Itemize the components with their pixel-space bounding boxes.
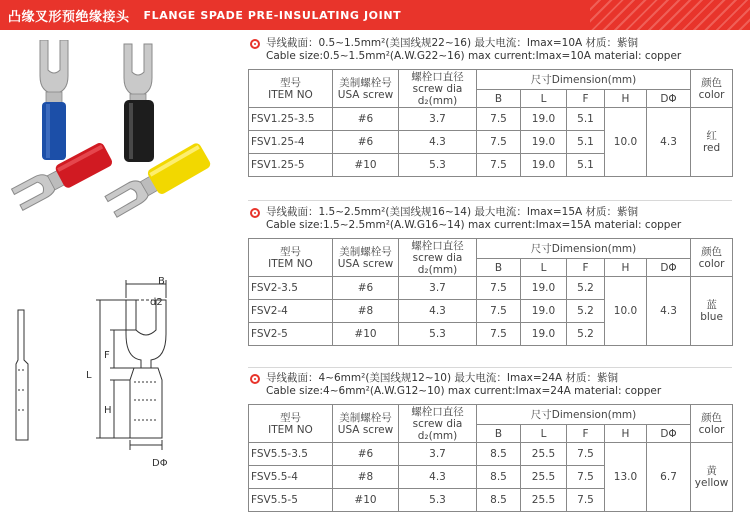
cell-dia: 5.3	[399, 154, 477, 177]
table-row	[249, 108, 733, 131]
col-F: F	[567, 259, 605, 277]
cell-dia: 5.3	[399, 323, 477, 346]
yellow-terminal-image	[105, 142, 213, 220]
col-L: L	[521, 425, 567, 443]
col-dimension: 尺寸Dimension(mm)	[477, 70, 691, 90]
col-color: 颜色 color	[691, 405, 733, 443]
col-dia: 螺栓口直径 screw dia d₂(mm)	[399, 405, 477, 443]
cell-D: 4.3	[647, 277, 691, 346]
section-divider	[248, 200, 732, 201]
spec-line-cn: 导线截面：4~6mm²(美国线规12~10) 最大电流：Imax=24A 材质：紫铜	[266, 372, 619, 384]
cell-B: 8.5	[477, 489, 521, 512]
cell-B: 7.5	[477, 108, 521, 131]
cell-F: 5.1	[567, 108, 605, 131]
dim-label-F: F	[104, 350, 110, 361]
blue-terminal-image	[40, 40, 68, 160]
cell-screw: #6	[333, 443, 399, 466]
cell-color: 黄 yellow	[691, 443, 733, 512]
dim-label-D: DΦ	[152, 458, 168, 469]
spec-section-2	[248, 206, 732, 346]
cell-screw: #6	[333, 108, 399, 131]
col-dia: 螺栓口直径 screw dia d₂(mm)	[399, 239, 477, 277]
cell-screw: #10	[333, 489, 399, 512]
cell-B: 7.5	[477, 154, 521, 177]
spec-section-1-header	[248, 37, 732, 69]
col-D: DΦ	[647, 425, 691, 443]
col-screw: 美制螺栓号 USA screw	[333, 239, 399, 277]
bullet-icon	[250, 208, 260, 218]
cell-D: 4.3	[647, 108, 691, 177]
cell-color: 红 red	[691, 108, 733, 177]
col-B: B	[477, 259, 521, 277]
cell-F: 5.1	[567, 154, 605, 177]
cell-B: 7.5	[477, 300, 521, 323]
col-H: H	[605, 425, 647, 443]
col-item: 型号 ITEM NO	[249, 405, 333, 443]
spec-table-3	[248, 404, 733, 512]
cell-L: 19.0	[521, 323, 567, 346]
cell-F: 7.5	[567, 443, 605, 466]
col-H: H	[605, 259, 647, 277]
side-view-drawing	[16, 310, 28, 440]
spec-line-en: Cable size:1.5~2.5mm²(A.W.G16~14) max current:Imax=15A material: copper	[266, 219, 682, 231]
cell-item: FSV2-3.5	[249, 277, 333, 300]
col-dia: 螺栓口直径 screw dia d₂(mm)	[399, 70, 477, 108]
col-item: 型号 ITEM NO	[249, 70, 333, 108]
col-dimension: 尺寸Dimension(mm)	[477, 405, 691, 425]
product-photo	[10, 40, 230, 225]
col-F: F	[567, 90, 605, 108]
cell-L: 25.5	[521, 466, 567, 489]
cell-H: 10.0	[605, 277, 647, 346]
cell-item: FSV2-5	[249, 323, 333, 346]
cell-item: FSV5.5-5	[249, 489, 333, 512]
cell-F: 7.5	[567, 466, 605, 489]
cell-item: FSV1.25-3.5	[249, 108, 333, 131]
cell-F: 5.2	[567, 300, 605, 323]
col-screw: 美制螺栓号 USA screw	[333, 70, 399, 108]
cell-F: 5.2	[567, 323, 605, 346]
bullet-icon	[250, 39, 260, 49]
dim-label-L: L	[86, 370, 92, 381]
col-F: F	[567, 425, 605, 443]
spec-section-2-header	[248, 206, 732, 238]
spec-table-1	[248, 69, 733, 177]
title-bar-pattern	[590, 0, 750, 30]
spec-section-3-header	[248, 372, 732, 404]
cell-B: 7.5	[477, 277, 521, 300]
cell-L: 19.0	[521, 277, 567, 300]
col-B: B	[477, 425, 521, 443]
col-D: DΦ	[647, 90, 691, 108]
cell-F: 7.5	[567, 489, 605, 512]
col-screw: 美制螺栓号 USA screw	[333, 405, 399, 443]
cell-color: 蓝 blue	[691, 277, 733, 346]
spec-line-en: Cable size:4~6mm²(A.W.G12~10) max current:Imax=24A material: copper	[266, 385, 662, 397]
title-bar	[0, 0, 750, 30]
col-B: B	[477, 90, 521, 108]
col-color: 颜色 color	[691, 239, 733, 277]
title-cn: 凸缘叉形预绝缘接头	[8, 9, 130, 25]
cell-item: FSV5.5-3.5	[249, 443, 333, 466]
cell-F: 5.2	[567, 277, 605, 300]
dim-label-H: H	[104, 405, 112, 416]
cell-dia: 4.3	[399, 131, 477, 154]
cell-dia: 4.3	[399, 300, 477, 323]
cell-B: 8.5	[477, 466, 521, 489]
cell-F: 5.1	[567, 131, 605, 154]
spec-section-3	[248, 372, 732, 512]
cell-B: 7.5	[477, 323, 521, 346]
cell-screw: #10	[333, 154, 399, 177]
spec-line-en: Cable size:0.5~1.5mm²(A.W.G22~16) max current:Imax=10A material: copper	[266, 50, 682, 62]
spec-line-cn: 导线截面：0.5~1.5mm²(美国线规22~16) 最大电流：Imax=10A 材质：紫铜	[266, 37, 639, 49]
section-divider	[248, 367, 732, 368]
col-item: 型号 ITEM NO	[249, 239, 333, 277]
col-L: L	[521, 259, 567, 277]
cell-dia: 4.3	[399, 466, 477, 489]
col-D: DΦ	[647, 259, 691, 277]
cell-item: FSV1.25-5	[249, 154, 333, 177]
cell-H: 13.0	[605, 443, 647, 512]
col-H: H	[605, 90, 647, 108]
cell-L: 19.0	[521, 131, 567, 154]
spec-line-cn: 导线截面：1.5~2.5mm²(美国线规16~14) 最大电流：Imax=15A 材质：紫铜	[266, 206, 639, 218]
front-view-drawing	[126, 300, 166, 438]
cell-B: 7.5	[477, 131, 521, 154]
cell-dia: 3.7	[399, 277, 477, 300]
dim-label-B: B	[158, 276, 165, 287]
bullet-icon	[250, 374, 260, 384]
cell-B: 8.5	[477, 443, 521, 466]
cell-L: 19.0	[521, 108, 567, 131]
cell-dia: 3.7	[399, 108, 477, 131]
cell-screw: #8	[333, 300, 399, 323]
table-row	[249, 277, 733, 300]
cell-item: FSV5.5-4	[249, 466, 333, 489]
col-L: L	[521, 90, 567, 108]
cell-L: 25.5	[521, 443, 567, 466]
cell-L: 19.0	[521, 154, 567, 177]
cell-screw: #6	[333, 277, 399, 300]
cell-screw: #10	[333, 323, 399, 346]
cell-H: 10.0	[605, 108, 647, 177]
cell-item: FSV2-4	[249, 300, 333, 323]
technical-drawing	[10, 270, 230, 470]
spec-table-2	[248, 238, 733, 346]
cell-item: FSV1.25-4	[249, 131, 333, 154]
cell-D: 6.7	[647, 443, 691, 512]
cell-L: 25.5	[521, 489, 567, 512]
title-en: FLANGE SPADE PRE-INSULATING JOINT	[143, 8, 402, 22]
cell-screw: #6	[333, 131, 399, 154]
cell-L: 19.0	[521, 300, 567, 323]
cell-screw: #8	[333, 466, 399, 489]
cell-dia: 5.3	[399, 489, 477, 512]
cell-dia: 3.7	[399, 443, 477, 466]
black-terminal-image	[124, 44, 154, 162]
col-dimension: 尺寸Dimension(mm)	[477, 239, 691, 259]
dim-label-d2: d2	[150, 297, 163, 308]
table-row	[249, 443, 733, 466]
spec-section-1	[248, 37, 732, 177]
col-color: 颜色 color	[691, 70, 733, 108]
